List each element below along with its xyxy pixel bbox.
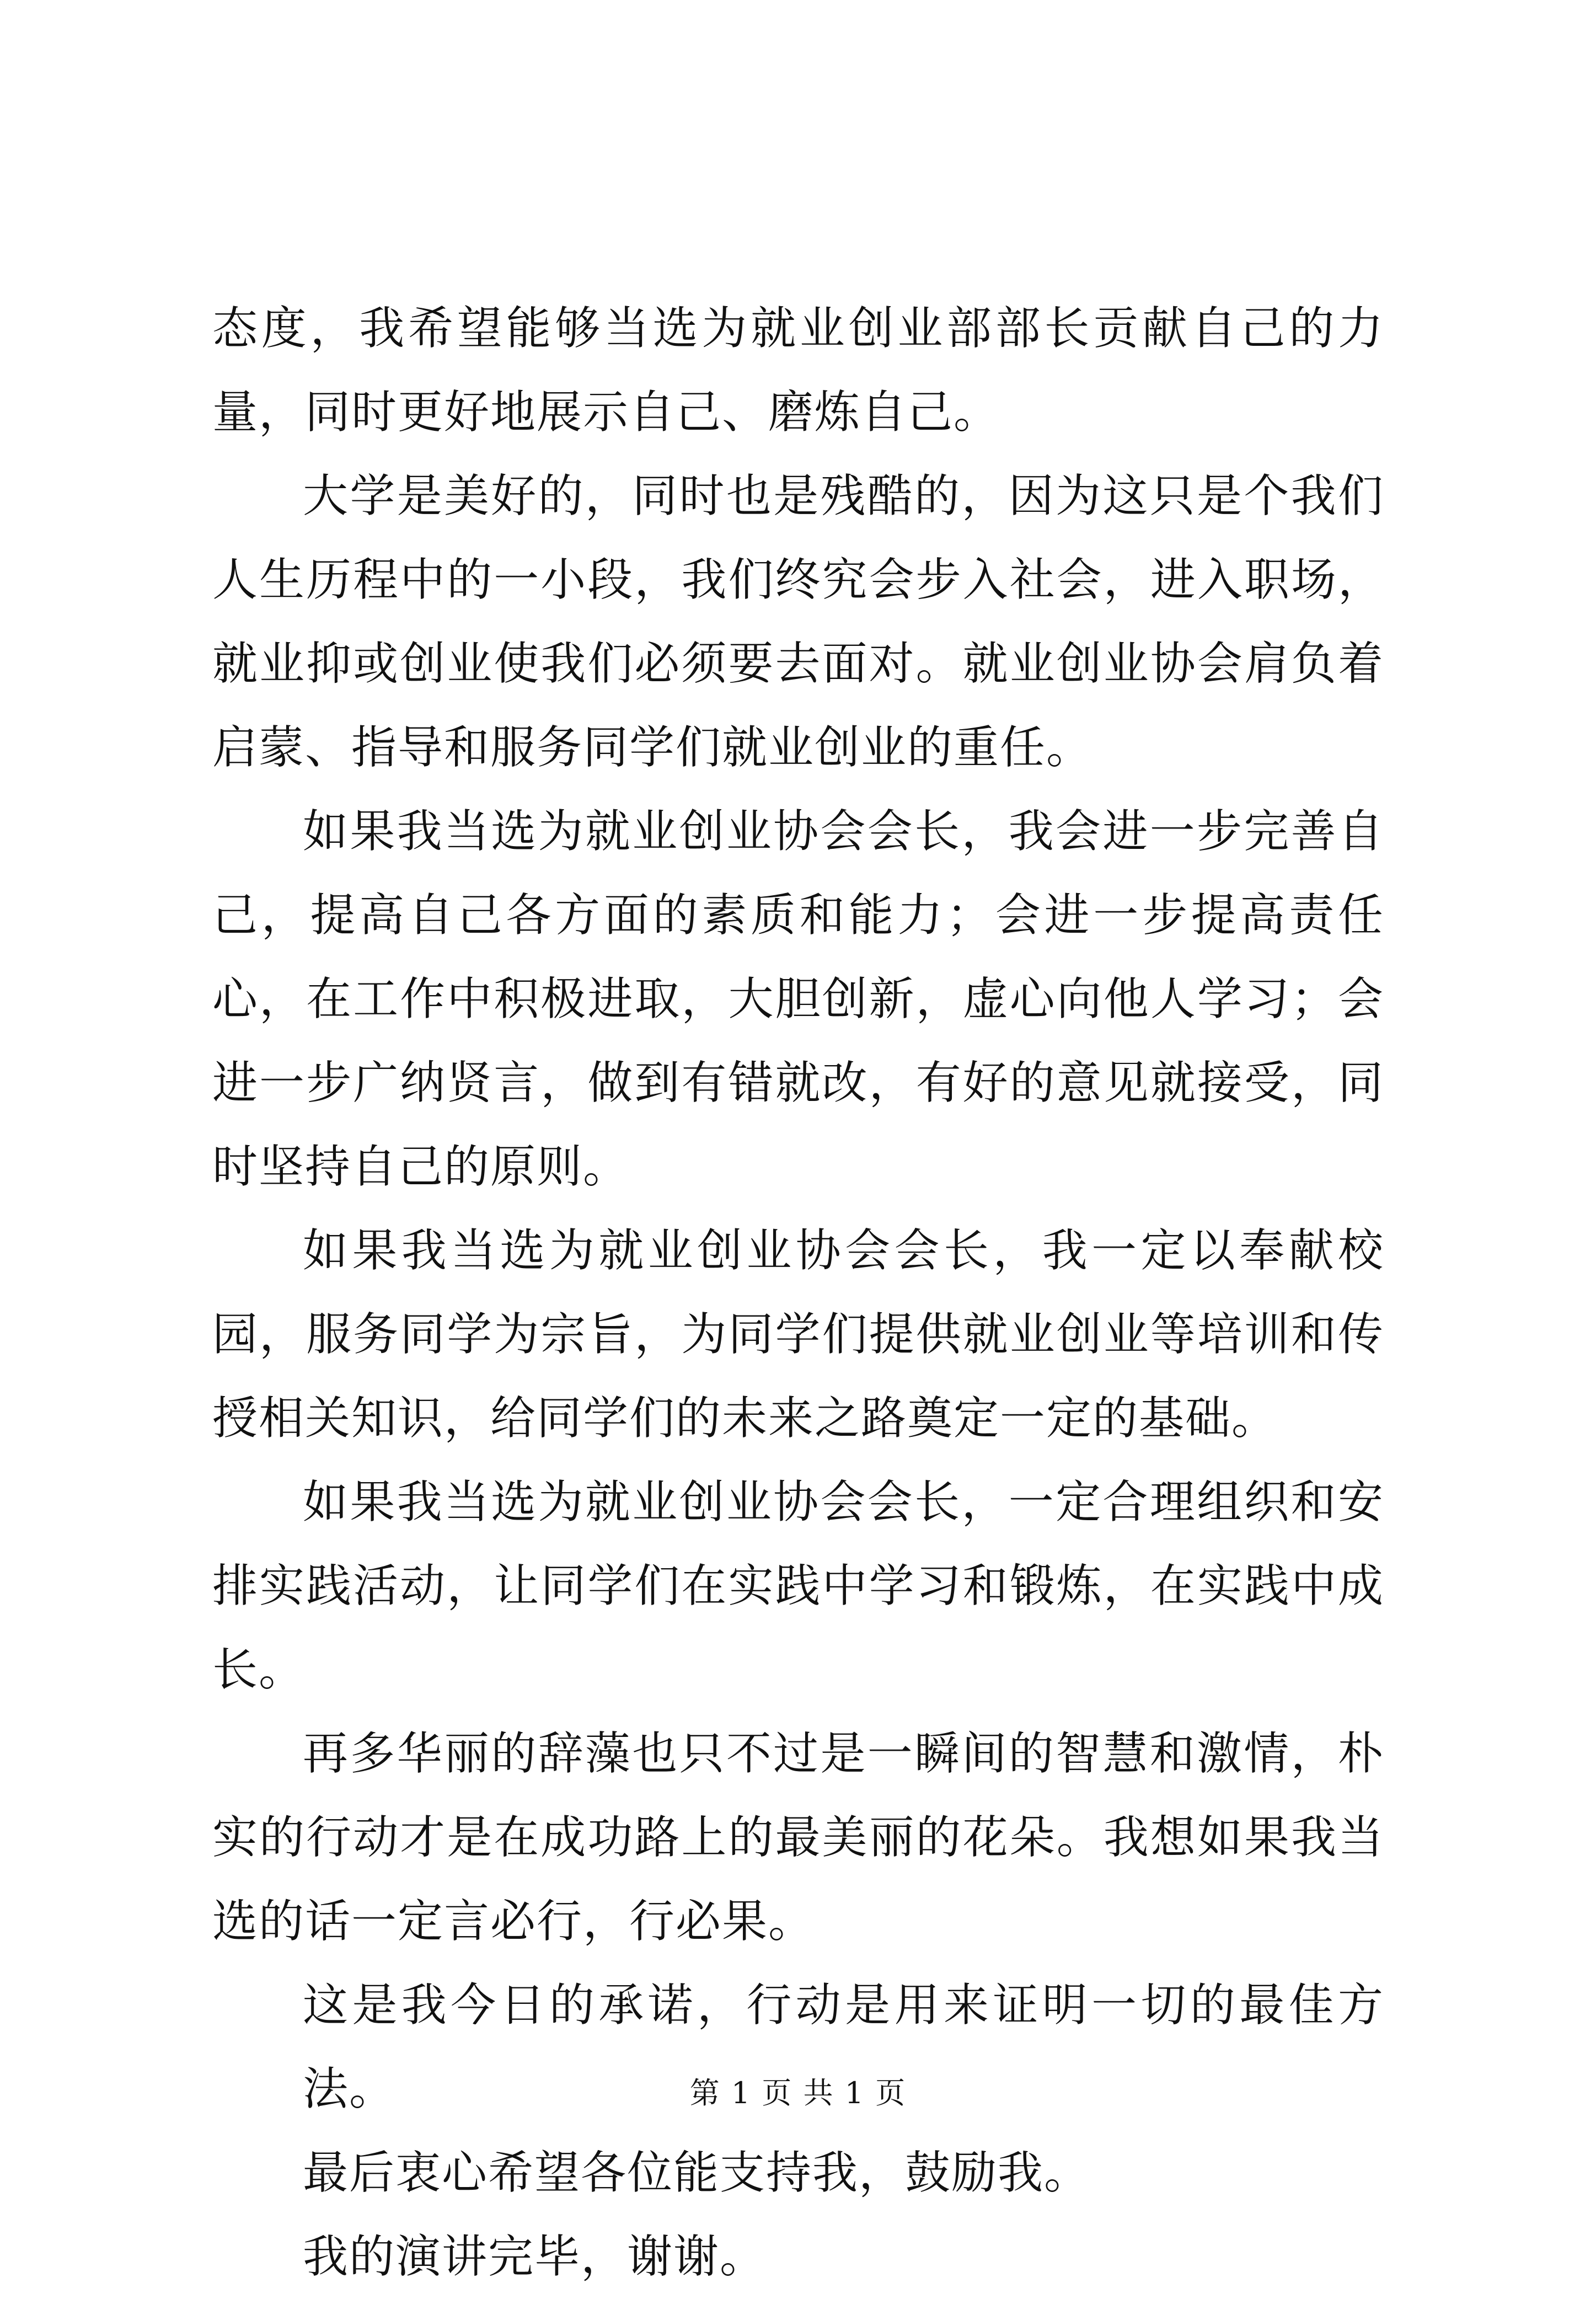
paragraph-action: 再多华丽的辞藻也只不过是一瞬间的智慧和激情，朴实的行动才是在成功路上的最美丽的花朵。我想如果我当选的话一定言必行，行必果。 bbox=[212, 1728, 1384, 1948]
paragraph-closing: 我的演讲完毕，谢谢。 bbox=[303, 2231, 767, 2283]
paragraph-continuation: 态度，我希望能够当选为就业创业部部长贡献自己的力量，同时更好地展示自己、磨炼自己。 bbox=[212, 302, 1384, 439]
paragraph-activities: 如果我当选为就业创业协会会长，一定合理组织和安排实践活动，让同学们在实践中学习和锻炼，在实践中成长。 bbox=[212, 1476, 1384, 1696]
paragraph-university: 大学是美好的，同时也是残酷的，因为这只是个我们人生历程中的一小段，我们终究会步入社会，进入职场，就业抑或创业使我们必须要去面对。就业创业协会肩负着启蒙、指导和服务同学们就业创业的重任。 bbox=[212, 470, 1384, 774]
paragraph-service: 如果我当选为就业创业协会会长，我一定以奉献校园，服务同学为宗旨，为同学们提供就业创业等培训和传授相关知识，给同学们的未来之路奠定一定的基础。 bbox=[212, 1225, 1384, 1445]
paragraph-support: 最后衷心希望各位能支持我，鼓励我。 bbox=[303, 2147, 1091, 2199]
paragraph-promise: 这是我今日的承诺，行动是用来证明一切的最佳方法。 bbox=[303, 1979, 1384, 2115]
page-footer bbox=[0, 2074, 1596, 2113]
paragraph-self-improvement: 如果我当选为就业创业协会会长，我会进一步完善自己，提高自己各方面的素质和能力；会进一步提高责任心，在工作中积极进取，大胆创新，虚心向他人学习；会进一步广纳贤言，做到有错就改，有好的意见就接受，同时坚持自己的原则。 bbox=[212, 805, 1384, 1193]
page-number-label: 第 1 页 共 1 页 bbox=[689, 2076, 907, 2110]
document-body bbox=[212, 287, 1384, 2299]
